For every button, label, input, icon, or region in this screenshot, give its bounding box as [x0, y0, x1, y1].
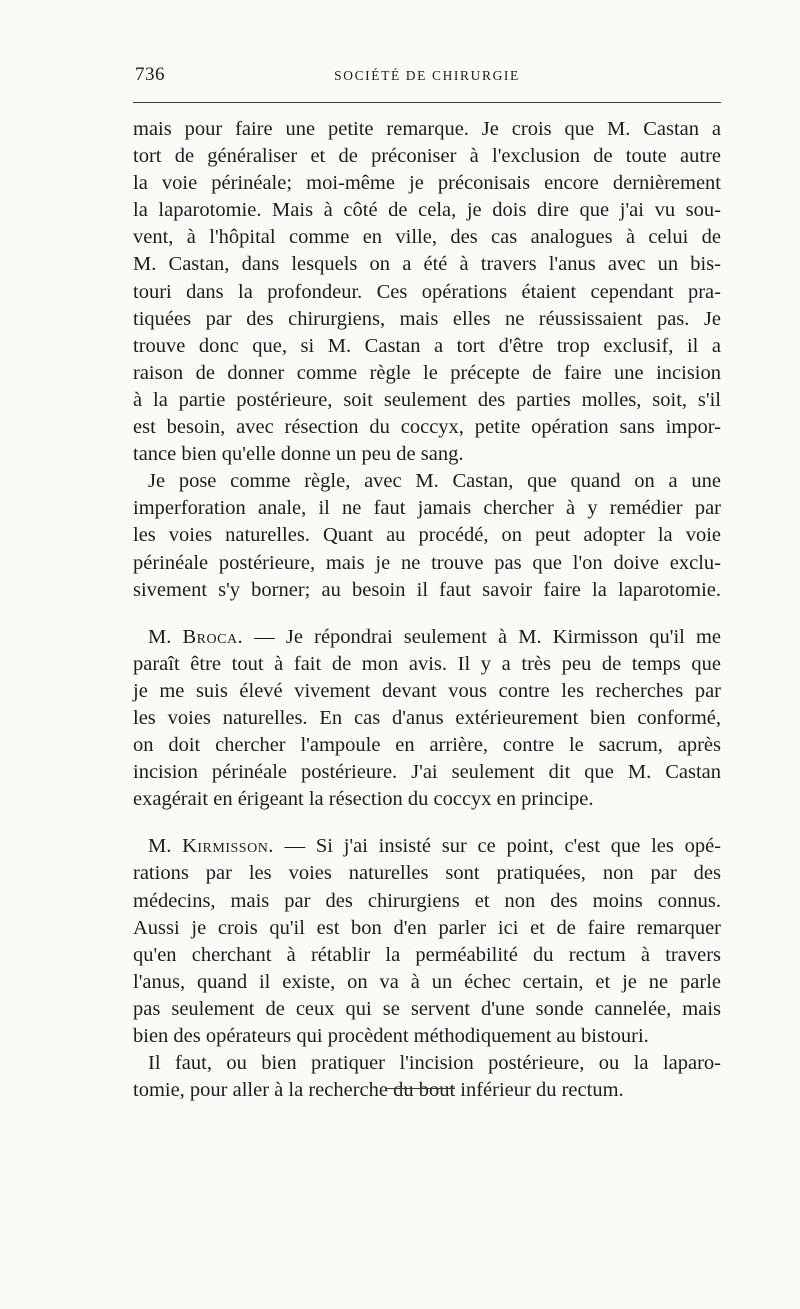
speaker-line	[133, 833, 721, 860]
journal-title: SOCIÉTÉ DE CHIRURGIE	[334, 68, 520, 83]
text-line: imperforation anale, il ne faut jamais chercher à y remédier par	[133, 497, 721, 520]
text-line: qu'en cherchant à rétablir la perméabilité du rectum à travers	[133, 943, 721, 966]
text-line: les voies naturelles. Quant au procédé, on peut adopter la voie	[133, 524, 721, 547]
text-line: est besoin, avec résection du coccyx, petite opération sans impor-	[133, 416, 721, 439]
body-text	[133, 116, 721, 1104]
text-line: je me suis élevé vivement devant vous contre les recherches par	[133, 679, 721, 702]
text-line: tance bien qu'elle donne un peu de sang.	[133, 443, 464, 466]
text-line: tort de généraliser et de préconiser à l'exclusion de toute autre	[133, 145, 721, 168]
text-line: touri dans la profondeur. Ces opérations étaient cependant pra-	[133, 280, 721, 303]
text-line: incision périnéale postérieure. J'ai seulement dit que M. Castan	[133, 761, 721, 784]
running-head	[133, 64, 721, 94]
section-end-rule	[385, 1088, 455, 1089]
text-line: pas seulement de ceux qui se servent d'une sonde cannelée, mais	[133, 997, 721, 1020]
text-line: l'anus, quand il existe, on va à un échec certain, et je ne parle	[133, 970, 721, 993]
text-line: mais pour faire une petite remarque. Je crois que M. Castan a	[133, 118, 721, 140]
text-line: exagérait en érigeant la résection du coccyx en principe.	[133, 788, 594, 811]
speaker-line	[133, 624, 721, 651]
text-line: on doit chercher l'ampoule en arrière, contre le sacrum, après	[133, 734, 721, 757]
text-line: Je pose comme règle, avec M. Castan, que quand on a une	[148, 470, 721, 493]
text-line: tomie, pour aller à la recherche du bout inférieur du rectum.	[133, 1079, 624, 1102]
text-line: rations par les voies naturelles sont pratiquées, non par des	[133, 862, 721, 885]
speaker-prefix: M.	[148, 835, 183, 858]
paragraph-kirmisson	[133, 833, 721, 1050]
text-line: médecins, mais par des chirurgiens et non des moins connus.	[133, 889, 721, 912]
text-line: à la partie postérieure, soit seulement des parties molles, soit, s'il	[133, 388, 721, 411]
text-line: la voie périnéale; moi-même je préconisais encore dernièrement	[133, 172, 721, 195]
text-line: Il faut, ou bien pratiquer l'incision postérieure, ou la laparo-	[148, 1052, 721, 1075]
paragraph-castan-continuation	[133, 116, 721, 468]
text-line: bien des opérateurs qui procèdent méthodiquement au bistouri.	[133, 1025, 649, 1047]
paragraph-gap	[133, 813, 721, 833]
paragraph-broca	[133, 624, 721, 814]
text-line: la laparotomie. Mais à côté de cela, je dois dire que j'ai vu sou-	[133, 199, 721, 222]
speaker-prefix: M.	[148, 625, 183, 648]
text-line: paraît être tout à fait de mon avis. Il y a très peu de temps que	[133, 652, 721, 675]
paragraph-conclusion	[133, 1050, 721, 1104]
text-line: périnéale postérieure, mais je ne trouve pas que l'on doive exclu-	[133, 551, 721, 574]
paragraph-rule	[133, 468, 721, 603]
speaker-line-text: — Je répondrai seulement à M. Kirmisson qu'il me	[243, 625, 721, 648]
page-number: 736	[135, 64, 165, 85]
text-line: raison de donner comme règle le précepte de faire une incision	[133, 361, 721, 384]
text-line: tiquées par des chirurgiens, mais elles ne réussissaient pas. Je	[133, 307, 721, 330]
paragraph-gap	[133, 604, 721, 624]
header-rule	[133, 102, 721, 103]
speaker-name-kirmisson: Kirmisson.	[182, 835, 274, 858]
text-line: Aussi je crois qu'il est bon d'en parler ici et de faire remarquer	[133, 916, 721, 939]
speaker-name-broca: Broca.	[182, 625, 244, 648]
text-line: trouve donc que, si M. Castan a tort d'être trop exclusif, il a	[133, 334, 721, 357]
speaker-line-text: — Si j'ai insisté sur ce point, c'est que les opé-	[273, 835, 721, 858]
text-line: les voies naturelles. En cas d'anus extérieurement bien conformé,	[133, 706, 721, 729]
text-line: sivement s'y borner; au besoin il faut savoir faire la laparotomie.	[133, 578, 721, 601]
text-line: M. Castan, dans lesquels on a été à travers l'anus avec un bis-	[133, 253, 721, 276]
text-line: vent, à l'hôpital comme en ville, des cas analogues à celui de	[133, 226, 721, 249]
